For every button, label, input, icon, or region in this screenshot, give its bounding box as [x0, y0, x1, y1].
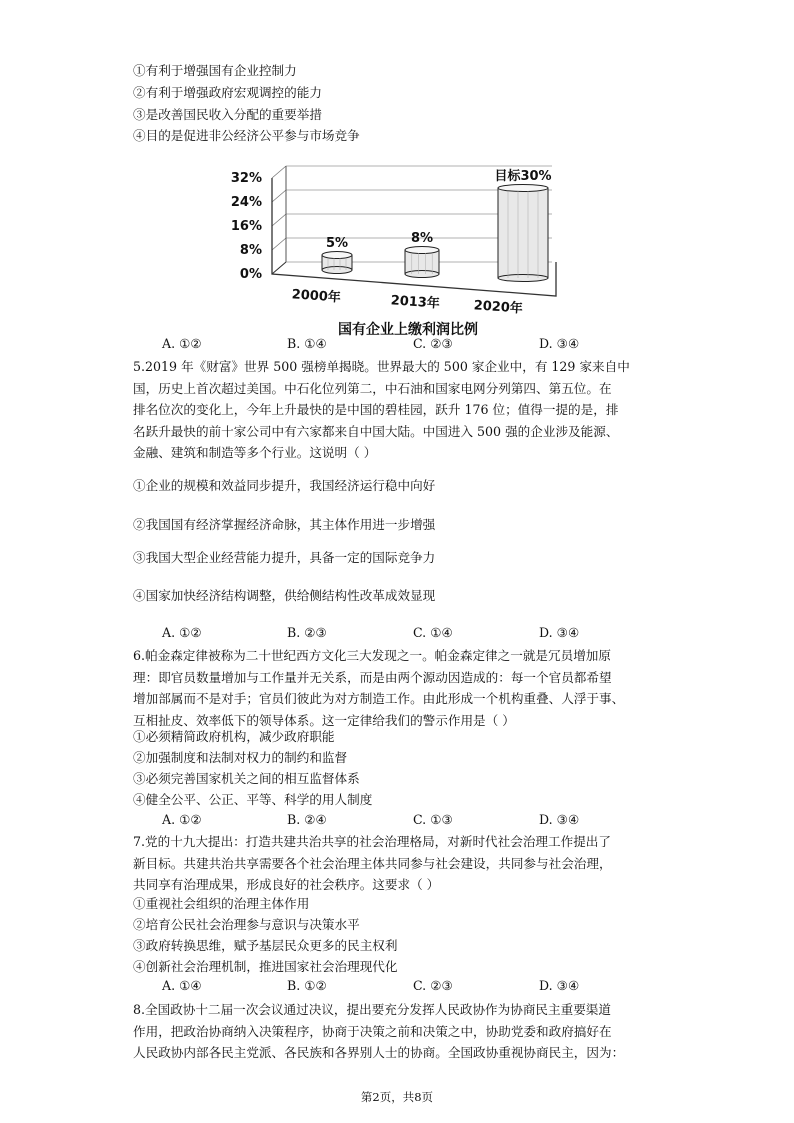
q6-option-d: D. ③④ [539, 812, 580, 827]
q4-option-a: A. ①② [162, 336, 202, 351]
q5-options [162, 624, 722, 642]
q7-item-1: ①重视社会组织的治理主体作用 [133, 896, 310, 911]
q7-option-a: A. ①④ [162, 978, 202, 993]
bar-base [405, 271, 439, 278]
q7-line-1: 7.党的十九大提出：打造共建共治共享的社会治理格局，对新时代社会治理工作提出了 [133, 834, 611, 849]
bar-top [498, 185, 548, 192]
q6-line-1: 6.帕金森定律被称为二十世纪西方文化三大发现之一。帕金森定律之一就是冗员增加原 [133, 648, 611, 663]
q5-option-b: B. ②③ [287, 625, 327, 640]
q7-options [162, 977, 722, 995]
q7-item-4: ④创新社会治理机制，推进国家社会治理现代化 [133, 959, 398, 974]
q4-item-3: ③是改善国民收入分配的重要举措 [133, 107, 322, 122]
q8-line-3: 人民政协内部各民主党派、各民族和各界别人士的协商。全国政协重视协商民主，因为： [133, 1045, 625, 1060]
q6-item-2: ②加强制度和法制对权力的制约和监督 [133, 750, 348, 765]
q7-option-c: C. ②③ [413, 978, 453, 993]
q6-option-b: B. ②④ [287, 812, 327, 827]
q5-item-4: ④国家加快经济结构调整，供给侧结构性改革成效显现 [133, 588, 436, 603]
q6-options [162, 811, 722, 829]
q5-line-3: 排名位次的变化上，今年上升最快的是中国的碧桂园，跃升 176 位；值得一提的是，排 [133, 402, 619, 417]
q5-line-2: 国，历史上首次超过美国。中石化位列第二，中石油和国家电网分列第四、第五位。在 [133, 380, 612, 396]
y-tick-label: 0% [239, 267, 262, 282]
q7-line-3: 共同享有治理成果，形成良好的社会秩序。这要求（ ） [133, 877, 440, 892]
q6-line-2: 理：即官员数量增加与工作量并无关系，而是由两个源动因造成的：每一个官员都希望 [133, 669, 612, 685]
q7-option-b: B. ①② [287, 978, 327, 993]
q8-line-2: 作用，把政治协商纳入决策程序，协商于决策之前和决策之中，协助党委和政府搞好在 [133, 1023, 612, 1039]
q5-option-d: D. ③④ [539, 625, 580, 640]
q6-line-3: 增加部属而不是对手；官员们彼此为对方制造工作。由此形成一个机构重叠、人浮于事、 [133, 691, 625, 706]
q5-line-1: 5.2019 年《财富》世界 500 强榜单揭晓。世界最大的 500 家企业中，有 129 家来自中 [133, 359, 630, 374]
data-label: 5% [325, 236, 349, 251]
gridline-side [272, 166, 286, 178]
chart-bars [322, 168, 552, 282]
q6-item-3: ③必须完善国家机关之间的相互监督体系 [133, 771, 360, 786]
bar-base [498, 275, 548, 282]
chart-title: 国有企业上缴利润比例 [338, 322, 478, 338]
y-tick-label: 16% [230, 219, 262, 234]
q8-stem [133, 999, 660, 1064]
q7-item-2: ②培育公民社会治理参与意识与决策水平 [133, 917, 360, 932]
q4-item-2: ②有利于增强政府宏观调控的能力 [133, 85, 322, 100]
q6-option-a: A. ①② [162, 812, 202, 827]
bar-body [498, 188, 548, 278]
y-tick-label: 8% [239, 243, 262, 258]
gridline-side [272, 238, 286, 250]
q4-option-b: B. ①④ [287, 336, 327, 351]
q7-line-2: 新目标。共建共治共享需要各个社会治理主体共同参与社会建设，共同参与社会治理， [133, 855, 612, 871]
q6-stem [133, 645, 660, 731]
q6-line-4: 互相扯皮、效率低下的领导体系。这一定律给我们的警示作用是（ ） [133, 712, 515, 728]
gridline-side [272, 214, 286, 226]
q5-item-1: ①企业的规模和效益同步提升，我国经济运行稳中向好 [133, 478, 436, 493]
q5-option-a: A. ①② [162, 625, 202, 640]
q4-item-4: ④目的是促进非公经济公平参与市场竞争 [133, 128, 360, 143]
q5-line-5: 金融、建筑和制造等多个行业。这说明（ ） [133, 445, 377, 460]
bar-top [405, 247, 439, 254]
q4-item-1: ①有利于增强国有企业控制力 [133, 63, 297, 78]
q5-line-4: 名跃升最快的前十家公司中有六家都来自中国大陆。中国进入 500 强的企业涉及能源、 [133, 423, 619, 439]
x-tick-label: 2013年 [390, 293, 441, 312]
q7-stem [133, 831, 660, 896]
profit-ratio-chart [210, 160, 590, 340]
data-label: 8% [410, 231, 434, 246]
gridline-side [272, 190, 286, 202]
bar [494, 168, 551, 282]
y-tick-label: 24% [230, 195, 262, 210]
q4-option-d: D. ③④ [539, 336, 580, 351]
q5-option-c: C. ①④ [413, 625, 453, 640]
q6-item-1: ①必须精简政府机构，减少政府职能 [133, 729, 335, 744]
bar [322, 236, 352, 274]
y-tick-label: 32% [230, 171, 262, 186]
chart-floor-side [272, 262, 286, 274]
data-label: 目标30% [494, 169, 552, 184]
page-footer: 第2页，共8页 [360, 1090, 434, 1104]
q5-item-3: ③我国大型企业经营能力提升，具备一定的国际竞争力 [133, 550, 436, 565]
q5-stem [133, 356, 660, 464]
q7-option-d: D. ③④ [539, 978, 580, 993]
x-tick-label: 2020年 [473, 298, 524, 317]
chart-y-ticks [231, 171, 262, 282]
q4-option-c: C. ②③ [413, 336, 453, 351]
q8-line-1: 8.全国政协十二届一次会议通过决议，提出要充分发挥人民政协作为协商民主重要渠道 [133, 1002, 611, 1017]
bar-base [322, 267, 352, 274]
q6-option-c: C. ①③ [413, 812, 453, 827]
q5-item-2: ②我国国有经济掌握经济命脉，其主体作用进一步增强 [133, 517, 436, 532]
x-tick-label: 2000年 [291, 287, 342, 306]
q4-options [162, 335, 722, 353]
q7-item-3: ③政府转换思维，赋予基层民众更多的民主权利 [133, 938, 398, 953]
q6-item-4: ④健全公平、公正、平等、科学的用人制度 [133, 792, 373, 807]
bar-top [322, 252, 352, 259]
